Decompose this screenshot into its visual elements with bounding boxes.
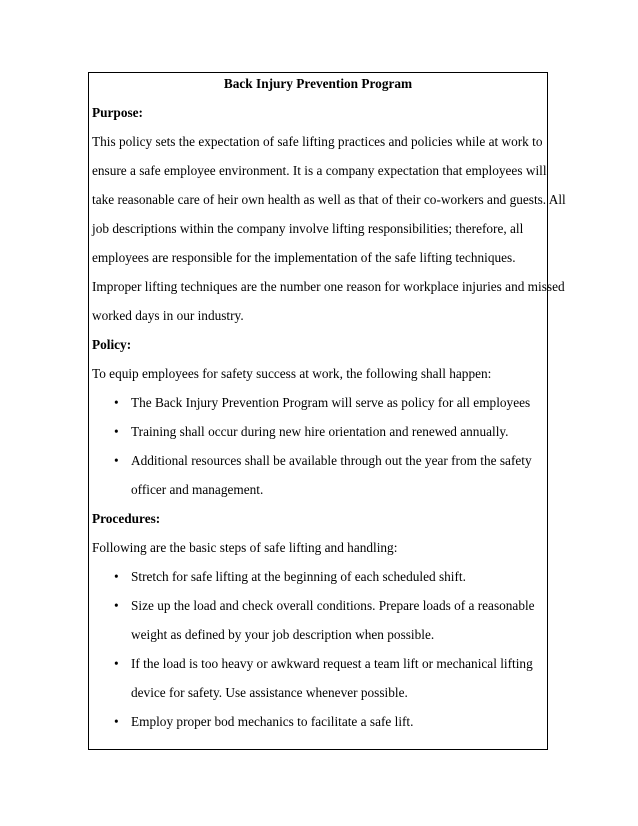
policy-bullet-item: Training shall occur during new hire orientation and renewed annually. [131,424,509,439]
purpose-heading: Purpose: [92,105,143,120]
purpose-line: Improper lifting techniques are the number one reason for workplace injuries and missed [92,279,565,294]
procedure-bullet-item-continued: device for safety. Use assistance whenever possible. [131,685,408,700]
bullet-marker: • [114,453,119,468]
bullet-marker: • [114,714,119,729]
policy-bullet-item-continued: officer and management. [131,482,264,497]
document-title: Back Injury Prevention Program [223,76,413,91]
bullet-marker: • [114,395,119,410]
procedure-bullet-item: If the load is too heavy or awkward request a team lift or mechanical lifting [131,656,533,671]
procedure-bullet-item: Employ proper bod mechanics to facilitate a safe lift. [131,714,414,729]
procedures-intro: Following are the basic steps of safe lifting and handling: [92,540,398,555]
purpose-line: worked days in our industry. [92,308,244,323]
procedure-bullet-item: Size up the load and check overall conditions. Prepare loads of a reasonable [131,598,535,613]
bullet-marker: • [114,598,119,613]
policy-bullet-item: Additional resources shall be available through out the year from the safety [131,453,532,468]
procedures-heading: Procedures: [92,511,161,526]
procedure-bullet-item: Stretch for safe lifting at the beginning of each scheduled shift. [131,569,466,584]
policy-bullet-item: The Back Injury Prevention Program will serve as policy for all employees [131,395,531,410]
purpose-line: take reasonable care of heir own health as well as that of their co-workers and guests. All [92,192,566,207]
bullet-marker: • [114,569,119,584]
policy-heading: Policy: [92,337,132,352]
bullet-marker: • [114,424,119,439]
purpose-line: ensure a safe employee environment. It is a company expectation that employees will [92,163,547,178]
procedure-bullet-item-continued: weight as defined by your job description when possible. [131,627,435,642]
purpose-line: job descriptions within the company involve lifting responsibilities; therefore, all [92,221,524,236]
purpose-line: employees are responsible for the implementation of the safe lifting techniques. [92,250,516,265]
bullet-marker: • [114,656,119,671]
policy-intro: To equip employees for safety success at work, the following shall happen: [92,366,492,381]
purpose-line: This policy sets the expectation of safe lifting practices and policies while at work to [92,134,543,149]
